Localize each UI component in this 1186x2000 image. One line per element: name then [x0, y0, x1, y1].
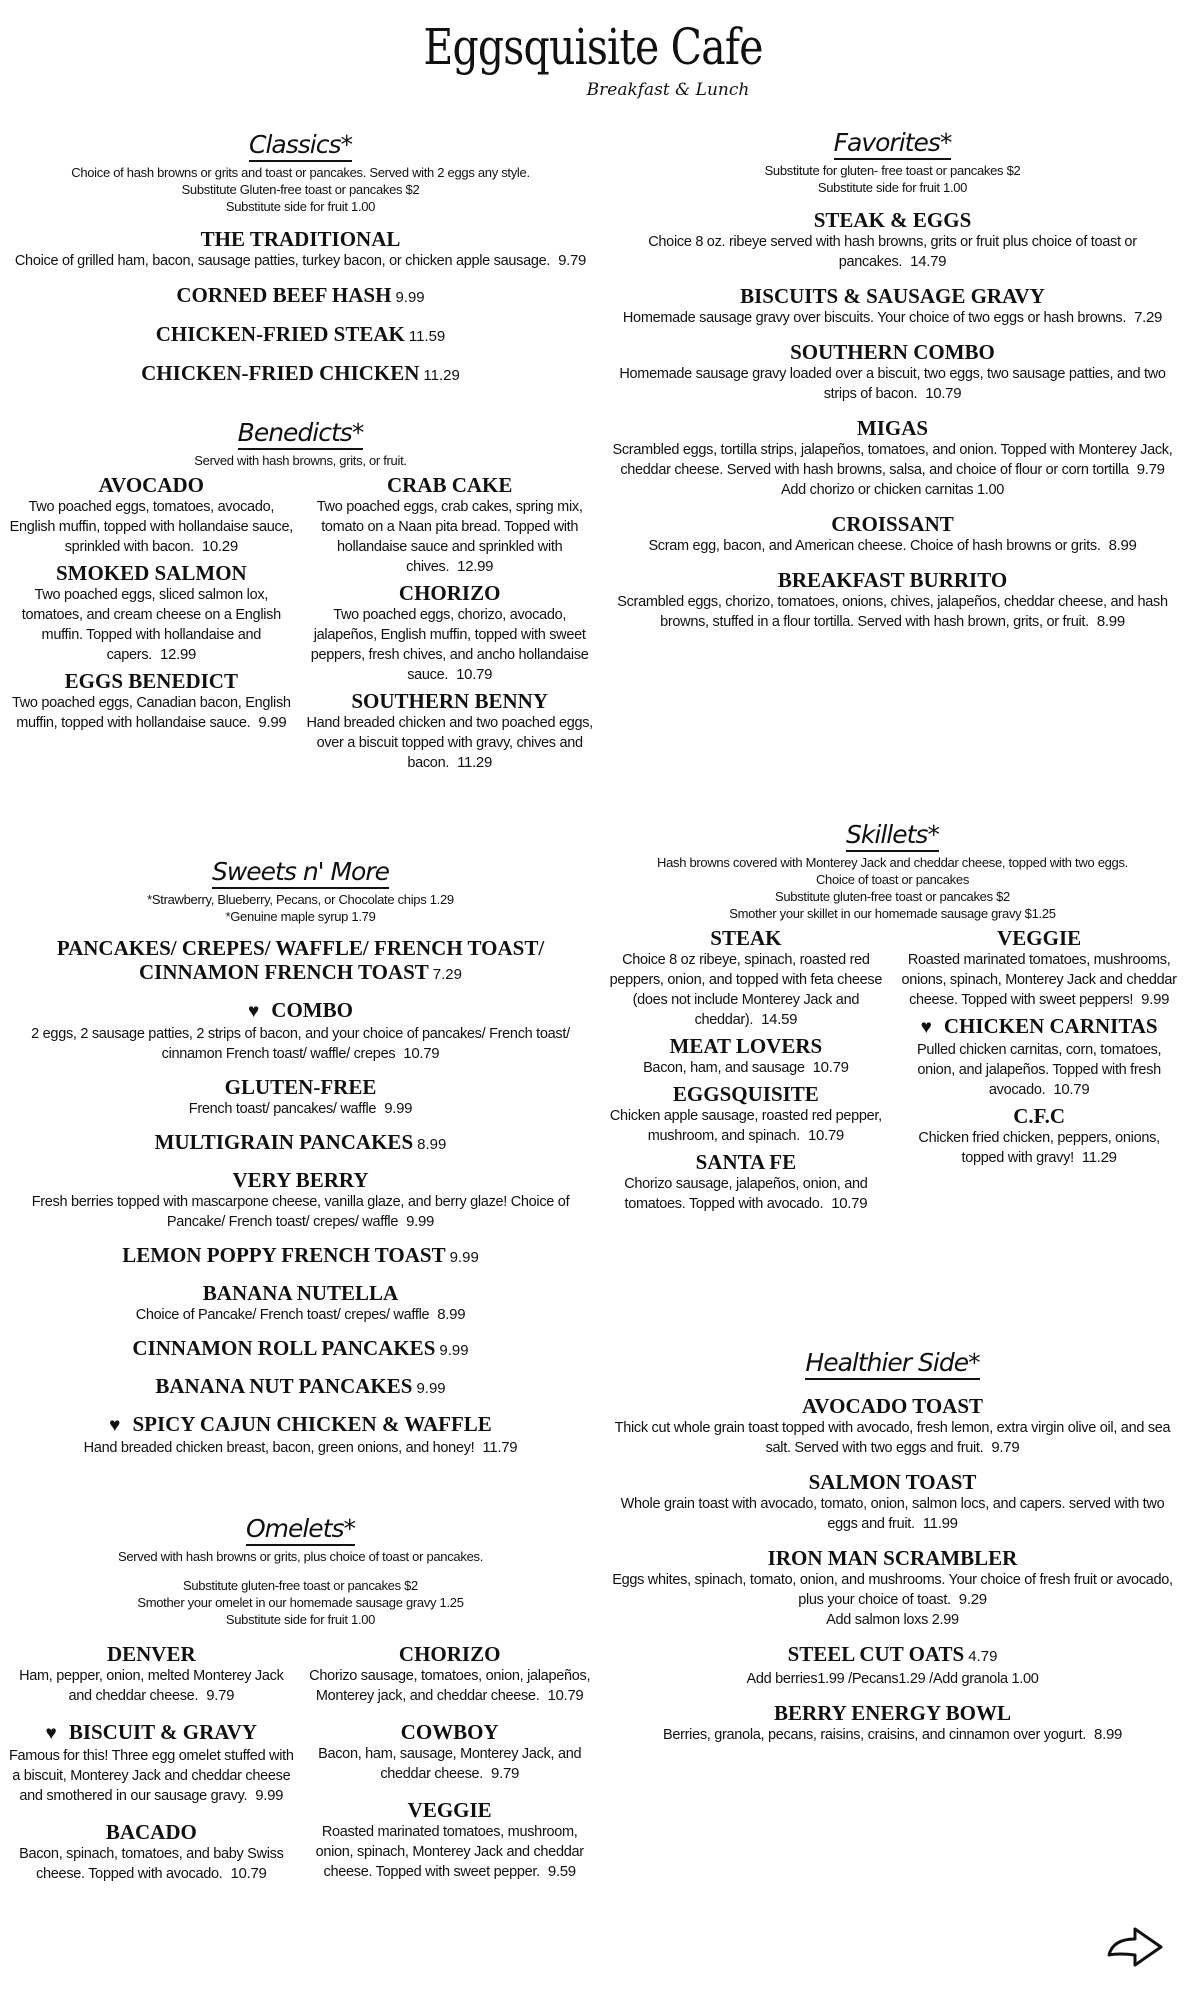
item-description: [605, 592, 1180, 632]
item-description: [8, 1305, 593, 1325]
arrow-right-icon[interactable]: [1105, 1925, 1165, 1969]
item-name: CORNED BEEF HASH: [176, 283, 392, 307]
item-name: BACADO: [105, 1820, 197, 1844]
item-description: [605, 1418, 1180, 1458]
item-description-text: 2 eggs, 2 sausage patties, 2 strips of bacon, and your choice of pancakes/ French toast/ cinnamon French toast/ waffle/ crepes: [31, 1026, 570, 1062]
item-price: 10.79: [1053, 1081, 1090, 1098]
menu-item: [605, 1034, 887, 1078]
item-description-text: French toast/ pancakes/ waffle: [188, 1101, 377, 1117]
section-skillets: [605, 820, 1180, 1214]
item-description-text: Homemade sausage gravy over biscuits. Your choice of two eggs or hash browns.: [622, 310, 1127, 326]
menu-item: [306, 1720, 593, 1784]
menu-item: [605, 568, 1180, 632]
item-description-text: Chorizo sausage, jalapeños, onion, and tomatoes. Topped with avocado.: [624, 1176, 868, 1212]
item-price: 10.29: [201, 538, 238, 555]
section-note: Substitute for gluten- free toast or pancakes $2: [764, 163, 1021, 178]
item-heading: [8, 1720, 295, 1746]
item-description: [8, 1746, 295, 1806]
menu-item: [8, 1642, 295, 1706]
item-description: [605, 950, 887, 1030]
item-name: THE TRADITIONAL: [200, 227, 401, 251]
item-heading: [8, 1075, 593, 1099]
menu-item: [8, 1336, 593, 1363]
item-price: 14.59: [761, 1011, 798, 1028]
item-price: 7.29: [1134, 309, 1163, 326]
item-description-text: Homemade sausage gravy loaded over a biscuit, two eggs, two sausage patties, and two strips of bacon.: [619, 366, 1166, 402]
item-price: 11.59: [408, 328, 446, 345]
menu-item: [8, 936, 593, 987]
item-heading: [605, 512, 1180, 536]
item-heading: [898, 1104, 1180, 1128]
item-heading: [306, 581, 593, 605]
item-name: MIGAS: [856, 416, 929, 440]
item-description: [306, 605, 593, 685]
section-note: Substitute gluten-free toast or pancakes $2: [775, 889, 1010, 904]
section-benedicts: [8, 418, 593, 773]
item-name: BANANA NUTELLA: [202, 1281, 399, 1305]
item-name: VEGGIE: [407, 1798, 492, 1822]
item-price: 9.99: [406, 1213, 435, 1230]
item-description: [8, 1844, 295, 1884]
menu-item: [8, 322, 593, 349]
item-name: MEAT LOVERS: [669, 1034, 823, 1058]
item-price: 9.59: [547, 1863, 576, 1880]
item-name: MULTIGRAIN PANCAKES: [154, 1130, 414, 1154]
item-heading: [605, 1150, 887, 1174]
item-name: IRON MAN SCRAMBLER: [767, 1546, 1018, 1570]
section-heading: Classics*: [249, 130, 352, 162]
section-omelets: [8, 1514, 593, 1884]
menu-item: [8, 1281, 593, 1325]
section-note: Substitute side for fruit 1.00: [225, 199, 376, 214]
item-description-text: Scrambled eggs, chorizo, tomatoes, onions, chives, jalapeños, cheddar cheese, and hash browns, stuffed in a flour tortilla. Served with hash brown, grits, or fruit.: [617, 594, 1168, 630]
heart-icon: ♥: [920, 1017, 932, 1038]
item-description: [898, 950, 1180, 1010]
item-name: CROISSANT: [831, 512, 954, 536]
item-description: [605, 1058, 887, 1078]
item-description-text: Two poached eggs, tomatoes, avocado, English muffin, topped with hollandaise sauce, sprinkled with bacon.: [9, 499, 293, 555]
heart-icon: ♥: [109, 1415, 121, 1436]
item-description-text: Fresh berries topped with mascarpone cheese, vanilla glaze, and berry glaze! Choice of Pancake/ French toast/ crepes/ waffle: [31, 1194, 570, 1230]
heart-icon: ♥: [248, 1001, 260, 1022]
menu-item: [8, 669, 295, 733]
item-column: [605, 922, 887, 1214]
item-name: BISCUITS & SAUSAGE GRAVY: [740, 284, 1045, 308]
menu-item: [8, 283, 593, 310]
item-description-text: Chorizo sausage, tomatoes, onion, jalapeños, Monterey jack, and cheddar cheese.: [309, 1668, 591, 1704]
item-price: 11.29: [423, 367, 460, 384]
menu-item: [306, 1642, 593, 1706]
item-heading: [8, 227, 593, 251]
item-description-text: Thick cut whole grain toast topped with avocado, fresh lemon, extra virgin olive oil, and sea salt. Served with two eggs and fruit.: [614, 1420, 1171, 1456]
item-heading: [8, 1642, 295, 1666]
menu-item: [306, 1798, 593, 1882]
section-note: Choice of hash browns or grits and toast or pancakes. Served with 2 eggs any style.: [71, 165, 530, 180]
item-heading: [605, 208, 1180, 232]
restaurant-title: Eggsquisite Cafe: [423, 18, 763, 76]
item-description-text: Chicken fried chicken, peppers, onions, topped with gravy!: [918, 1130, 1160, 1166]
item-description: [8, 693, 295, 733]
item-heading: [605, 1082, 887, 1106]
item-description: [8, 585, 295, 665]
section-note: Substitute side for fruit 1.00: [225, 1612, 376, 1627]
heart-icon: ♥: [45, 1723, 57, 1744]
item-name: LEMON POPPY FRENCH TOAST: [122, 1243, 446, 1267]
section-note: Smother your omelet in our homemade sausage gravy 1.25: [137, 1595, 464, 1610]
section-note: Served with hash browns or grits, plus choice of toast or pancakes.: [117, 1549, 484, 1564]
item-price: 9.79: [491, 1765, 520, 1782]
restaurant-subtitle: Breakfast & Lunch: [586, 80, 750, 100]
item-description: [8, 1192, 593, 1232]
item-description-text: Two poached eggs, Canadian bacon, English muffin, topped with hollandaise sauce.: [11, 695, 291, 731]
item-description-text: Bacon, ham, sausage, Monterey Jack, and cheddar cheese.: [318, 1746, 582, 1782]
menu-item: [605, 1394, 1180, 1458]
item-heading: [605, 284, 1180, 308]
item-heading: [898, 926, 1180, 950]
item-price: 9.99: [384, 1100, 413, 1117]
item-price: 9.79: [206, 1687, 235, 1704]
item-description-text: Eggs whites, spinach, tomato, onion, and mushrooms. Your choice of fresh fruit or avocado, plus your choice of toast.: [612, 1572, 1173, 1608]
item-price: 10.79: [456, 666, 493, 683]
item-name: EGGS BENEDICT: [64, 669, 238, 693]
item-heading: [605, 1470, 1180, 1494]
section-heading: Omelets*: [246, 1514, 355, 1546]
section-heading: Skillets*: [846, 820, 939, 852]
item-name: EGGSQUISITE: [672, 1082, 819, 1106]
item-heading: [8, 1130, 593, 1157]
menu-item: [898, 926, 1180, 1010]
item-columns: [8, 1628, 593, 1884]
item-description-text: Two poached eggs, chorizo, avocado, jalapeños, English muffin, topped with sweet peppers, fresh chives, and ancho hollandaise sauce.: [310, 607, 589, 683]
item-price: 7.29: [432, 966, 462, 983]
section-note: Hash browns covered with Monterey Jack and cheddar cheese, topped with two eggs.: [657, 855, 1128, 870]
item-price: 10.79: [831, 1195, 868, 1212]
item-description: [8, 497, 295, 557]
item-description-text: Two poached eggs, sliced salmon lox, tomatoes, and cream cheese on a English muffin. Topped with hollandaise and capers.: [21, 587, 281, 663]
menu-item: [605, 416, 1180, 500]
item-name: VERY BERRY: [232, 1168, 369, 1192]
item-price: 10.79: [807, 1127, 844, 1144]
item-price: 11.79: [482, 1439, 518, 1456]
item-description: [605, 1570, 1180, 1610]
item-heading: [605, 340, 1180, 364]
section-heading: Sweets n' More: [212, 857, 389, 889]
item-name: AVOCADO: [98, 473, 204, 497]
item-heading: [8, 936, 593, 987]
menu-item: [605, 340, 1180, 404]
item-heading: [8, 322, 593, 349]
item-column: [8, 469, 295, 773]
item-description: [306, 1822, 593, 1882]
item-column: [306, 469, 593, 773]
section-note: Substitute Gluten-free toast or pancakes $2: [181, 182, 420, 197]
item-heading: [8, 1168, 593, 1192]
menu-item: [8, 1130, 593, 1157]
item-name: PANCAKES/ CREPES/ WAFFLE/ FRENCH TOAST/ CINNAMON FRENCH TOAST: [56, 936, 545, 984]
item-price: 10.79: [403, 1045, 440, 1062]
item-name: STEEL CUT OATS: [787, 1642, 965, 1666]
item-name: CHORIZO: [398, 581, 501, 605]
section-classics: [8, 130, 593, 388]
item-price: 14.79: [910, 253, 947, 270]
item-price: 8.99: [1096, 613, 1125, 630]
item-heading: [605, 1394, 1180, 1418]
item-price: 9.79: [991, 1439, 1020, 1456]
item-description-text: Choice of Pancake/ French toast/ crepes/ waffle: [135, 1307, 430, 1323]
section-heading: Benedicts*: [238, 418, 364, 450]
menu-item: [898, 1104, 1180, 1168]
item-price: 11.29: [457, 754, 493, 771]
item-heading: [8, 1336, 593, 1363]
item-heading: [306, 473, 593, 497]
section-note: Smother your skillet in our homemade sausage gravy $1.25: [729, 906, 1056, 921]
item-price: 8.99: [1108, 537, 1137, 554]
section-note: *Strawberry, Blueberry, Pecans, or Chocolate chips 1.29: [147, 892, 454, 907]
item-name: STEAK: [710, 926, 782, 950]
item-column: [8, 1628, 295, 1884]
item-name: GLUTEN-FREE: [224, 1075, 377, 1099]
item-description: [306, 1744, 593, 1784]
menu-item: [306, 689, 593, 773]
item-name: VEGGIE: [997, 926, 1082, 950]
item-description: [605, 1106, 887, 1146]
item-description: [306, 497, 593, 577]
menu-item: [605, 512, 1180, 556]
item-heading: [8, 561, 295, 585]
item-price: 10.79: [547, 1687, 584, 1704]
item-description-text: Roasted marinated tomatoes, mushrooms, onions, spinach, Monterey Jack and cheddar cheese. Topped with sweet peppers!: [901, 952, 1177, 1008]
menu-item: [8, 361, 593, 388]
item-heading: [8, 1374, 593, 1401]
menu-item: [605, 208, 1180, 272]
item-heading: [605, 416, 1180, 440]
item-description-text: Two poached eggs, crab cakes, spring mix, tomato on a Naan pita bread. Topped with hollandaise sauce and sprinkled with chives.: [316, 499, 583, 575]
item-heading: [8, 1281, 593, 1305]
item-column: [898, 922, 1180, 1214]
menu-item: [605, 1470, 1180, 1534]
item-heading: [605, 568, 1180, 592]
section-note: Substitute gluten-free toast or pancakes $2: [183, 1578, 418, 1593]
item-column: [306, 1628, 593, 1884]
item-price: 11.99: [922, 1515, 958, 1532]
item-name: SOUTHERN BENNY: [351, 689, 548, 713]
item-name: BREAKFAST BURRITO: [777, 568, 1008, 592]
item-price: 10.79: [812, 1059, 849, 1076]
item-name: SPICY CAJUN CHICKEN & WAFFLE: [132, 1412, 492, 1436]
item-description-text: Hand breaded chicken breast, bacon, green onions, and honey!: [83, 1440, 475, 1456]
item-name: COMBO: [271, 998, 353, 1022]
item-heading: [8, 361, 593, 388]
menu-item: [8, 1820, 295, 1884]
item-price: 9.99: [255, 1787, 284, 1804]
item-description: [605, 440, 1180, 480]
item-price: 11.29: [1081, 1149, 1117, 1166]
item-description: [898, 1128, 1180, 1168]
item-name: C.F.C: [1013, 1104, 1065, 1128]
item-description: [8, 251, 593, 271]
menu-item: [8, 227, 593, 271]
item-description: [605, 308, 1180, 328]
item-name: CHORIZO: [398, 1642, 501, 1666]
item-description: [605, 536, 1180, 556]
item-description: [306, 1666, 593, 1706]
menu-item: [605, 1701, 1180, 1745]
section-favorites: [605, 128, 1180, 632]
item-name: BISCUIT & GRAVY: [68, 1720, 258, 1744]
item-heading: [8, 669, 295, 693]
item-columns: [605, 922, 1180, 1214]
item-heading: [8, 998, 593, 1024]
item-heading: [605, 1701, 1180, 1725]
item-heading: [898, 1014, 1180, 1040]
menu-item: [8, 473, 295, 557]
item-name: CHICKEN CARNITAS: [943, 1014, 1158, 1038]
item-price: 9.99: [258, 714, 287, 731]
item-description-text: Famous for this! Three egg omelet stuffed with a biscuit, Monterey Jack and cheddar cheese and smothered in our sausage gravy.: [8, 1748, 294, 1804]
menu-item: [8, 1720, 295, 1806]
item-heading: [8, 1412, 593, 1438]
item-name: BANANA NUT PANCAKES: [155, 1374, 413, 1398]
item-name: CHICKEN-FRIED CHICKEN: [141, 361, 420, 385]
item-name: CINNAMON ROLL PANCAKES: [132, 1336, 436, 1360]
item-heading: [605, 1642, 1180, 1669]
item-name: SOUTHERN COMBO: [790, 340, 995, 364]
menu-item: [605, 1642, 1180, 1689]
item-price: 10.79: [925, 385, 962, 402]
item-description: [8, 1438, 593, 1458]
item-heading: [306, 1720, 593, 1744]
menu-item: [8, 561, 295, 665]
item-price: 9.79: [558, 252, 587, 269]
item-price: 9.99: [395, 289, 425, 306]
item-heading: [306, 689, 593, 713]
item-description-text: Choice 8 oz. ribeye served with hash browns, grits or fruit plus choice of toast or pancakes.: [648, 234, 1137, 270]
menu-item: [605, 1082, 887, 1146]
section-heading: Favorites*: [834, 128, 952, 160]
item-description: [605, 1174, 887, 1214]
item-description-text: Bacon, ham, and sausage: [643, 1060, 805, 1076]
item-heading: [605, 926, 887, 950]
item-description-text: Choice 8 oz ribeye, spinach, roasted red peppers, onion, and topped with feta cheese (does not include Monterey Jack and cheddar).: [609, 952, 883, 1028]
item-description: [8, 1099, 593, 1119]
item-name: SALMON TOAST: [808, 1470, 977, 1494]
item-description-text: Chicken apple sausage, roasted red pepper, mushroom, and spinach.: [609, 1108, 882, 1144]
menu-item: [605, 926, 887, 1030]
item-description: [605, 364, 1180, 404]
item-description-text: Bacon, spinach, tomatoes, and baby Swiss cheese. Topped with avocado.: [19, 1846, 284, 1882]
item-heading: [605, 1546, 1180, 1570]
item-addon: Add salmon loxs 2.99: [826, 1612, 959, 1628]
item-name: AVOCADO TOAST: [801, 1394, 984, 1418]
section-note: Substitute side for fruit 1.00: [817, 180, 968, 195]
section-note: Choice of toast or pancakes: [815, 872, 970, 887]
item-description-text: Ham, pepper, onion, melted Monterey Jack and cheddar cheese.: [19, 1668, 284, 1704]
section-sweets: [8, 857, 593, 1458]
item-description: [8, 1666, 295, 1706]
menu-item: [8, 1243, 593, 1270]
section-healthier: [605, 1348, 1180, 1745]
item-description-text: Roasted marinated tomatoes, mushroom, onion, spinach, Monterey Jack and cheddar cheese. Topped with sweet pepper.: [315, 1824, 584, 1880]
menu-item: [605, 1150, 887, 1214]
item-price: 10.79: [230, 1865, 267, 1882]
item-price: 8.99: [417, 1136, 447, 1153]
menu-item: [8, 998, 593, 1064]
item-price: 8.99: [437, 1306, 466, 1323]
item-addon: Add berries1.99 /Pecans1.29 /Add granola 1.00: [746, 1671, 1039, 1687]
menu-item: [8, 1412, 593, 1458]
item-addon: Add chorizo or chicken carnitas 1.00: [781, 482, 1004, 498]
item-heading: [8, 1243, 593, 1270]
item-name: SMOKED SALMON: [55, 561, 247, 585]
item-description: [898, 1040, 1180, 1100]
item-name: CRAB CAKE: [386, 473, 513, 497]
section-heading: Healthier Side*: [805, 1348, 979, 1380]
item-heading: [8, 1820, 295, 1844]
menu-item: [898, 1014, 1180, 1100]
menu-item: [8, 1075, 593, 1119]
menu-item: [306, 473, 593, 577]
item-description-text: Scram egg, bacon, and American cheese. Choice of hash browns or grits.: [648, 538, 1101, 554]
menu-item: [605, 284, 1180, 328]
menu-item: [306, 581, 593, 685]
item-heading: [8, 283, 593, 310]
item-columns: [8, 469, 593, 773]
item-description-text: Hand breaded chicken and two poached eggs, over a biscuit topped with gravy, chives and bacon.: [306, 715, 593, 771]
item-name: STEAK & EGGS: [813, 208, 972, 232]
item-heading: [306, 1642, 593, 1666]
item-description: [605, 232, 1180, 272]
menu-item: [8, 1168, 593, 1232]
item-price: 8.99: [1094, 1726, 1123, 1743]
item-name: DENVER: [106, 1642, 196, 1666]
item-description: [8, 1024, 593, 1064]
item-name: SANTA FE: [695, 1150, 797, 1174]
item-price: 12.99: [457, 558, 494, 575]
item-description-text: Whole grain toast with avocado, tomato, onion, salmon locs, and capers. served with two eggs and fruit.: [620, 1496, 1165, 1532]
item-name: COWBOY: [400, 1720, 499, 1744]
item-description-text: Choice of grilled ham, bacon, sausage patties, turkey bacon, or chicken apple sausage.: [14, 253, 551, 269]
menu-item: [8, 1374, 593, 1401]
item-price: 9.99: [439, 1342, 469, 1359]
item-description-text: Pulled chicken carnitas, corn, tomatoes, onion, and jalapeños. Topped with fresh avocado.: [916, 1042, 1162, 1098]
item-name: BERRY ENERGY BOWL: [774, 1701, 1011, 1725]
item-price: 9.29: [958, 1591, 987, 1608]
item-price: 4.79: [968, 1648, 998, 1665]
section-note: Served with hash browns, grits, or fruit.: [194, 453, 407, 468]
item-description: [605, 1725, 1180, 1745]
item-heading: [8, 473, 295, 497]
menu-item: [605, 1546, 1180, 1630]
item-price: 9.79: [1136, 461, 1165, 478]
item-price: 9.99: [416, 1380, 446, 1397]
item-description: [605, 1494, 1180, 1534]
item-price: 12.99: [160, 646, 197, 663]
item-price: 9.99: [1141, 991, 1170, 1008]
item-description-text: Berries, granola, pecans, raisins, craisins, and cinnamon over yogurt.: [662, 1727, 1087, 1743]
section-note: *Genuine maple syrup 1.79: [225, 909, 376, 924]
item-price: 9.99: [449, 1249, 479, 1266]
item-heading: [306, 1798, 593, 1822]
item-name: CHICKEN-FRIED STEAK: [155, 322, 405, 346]
item-description: [306, 713, 593, 773]
item-description-text: Scrambled eggs, tortilla strips, jalapeños, tomatoes, and onion. Topped with Monterey Jack, cheddar cheese. Served with hash browns, salsa, and choice of flour or corn tortilla: [612, 442, 1173, 478]
item-heading: [605, 1034, 887, 1058]
